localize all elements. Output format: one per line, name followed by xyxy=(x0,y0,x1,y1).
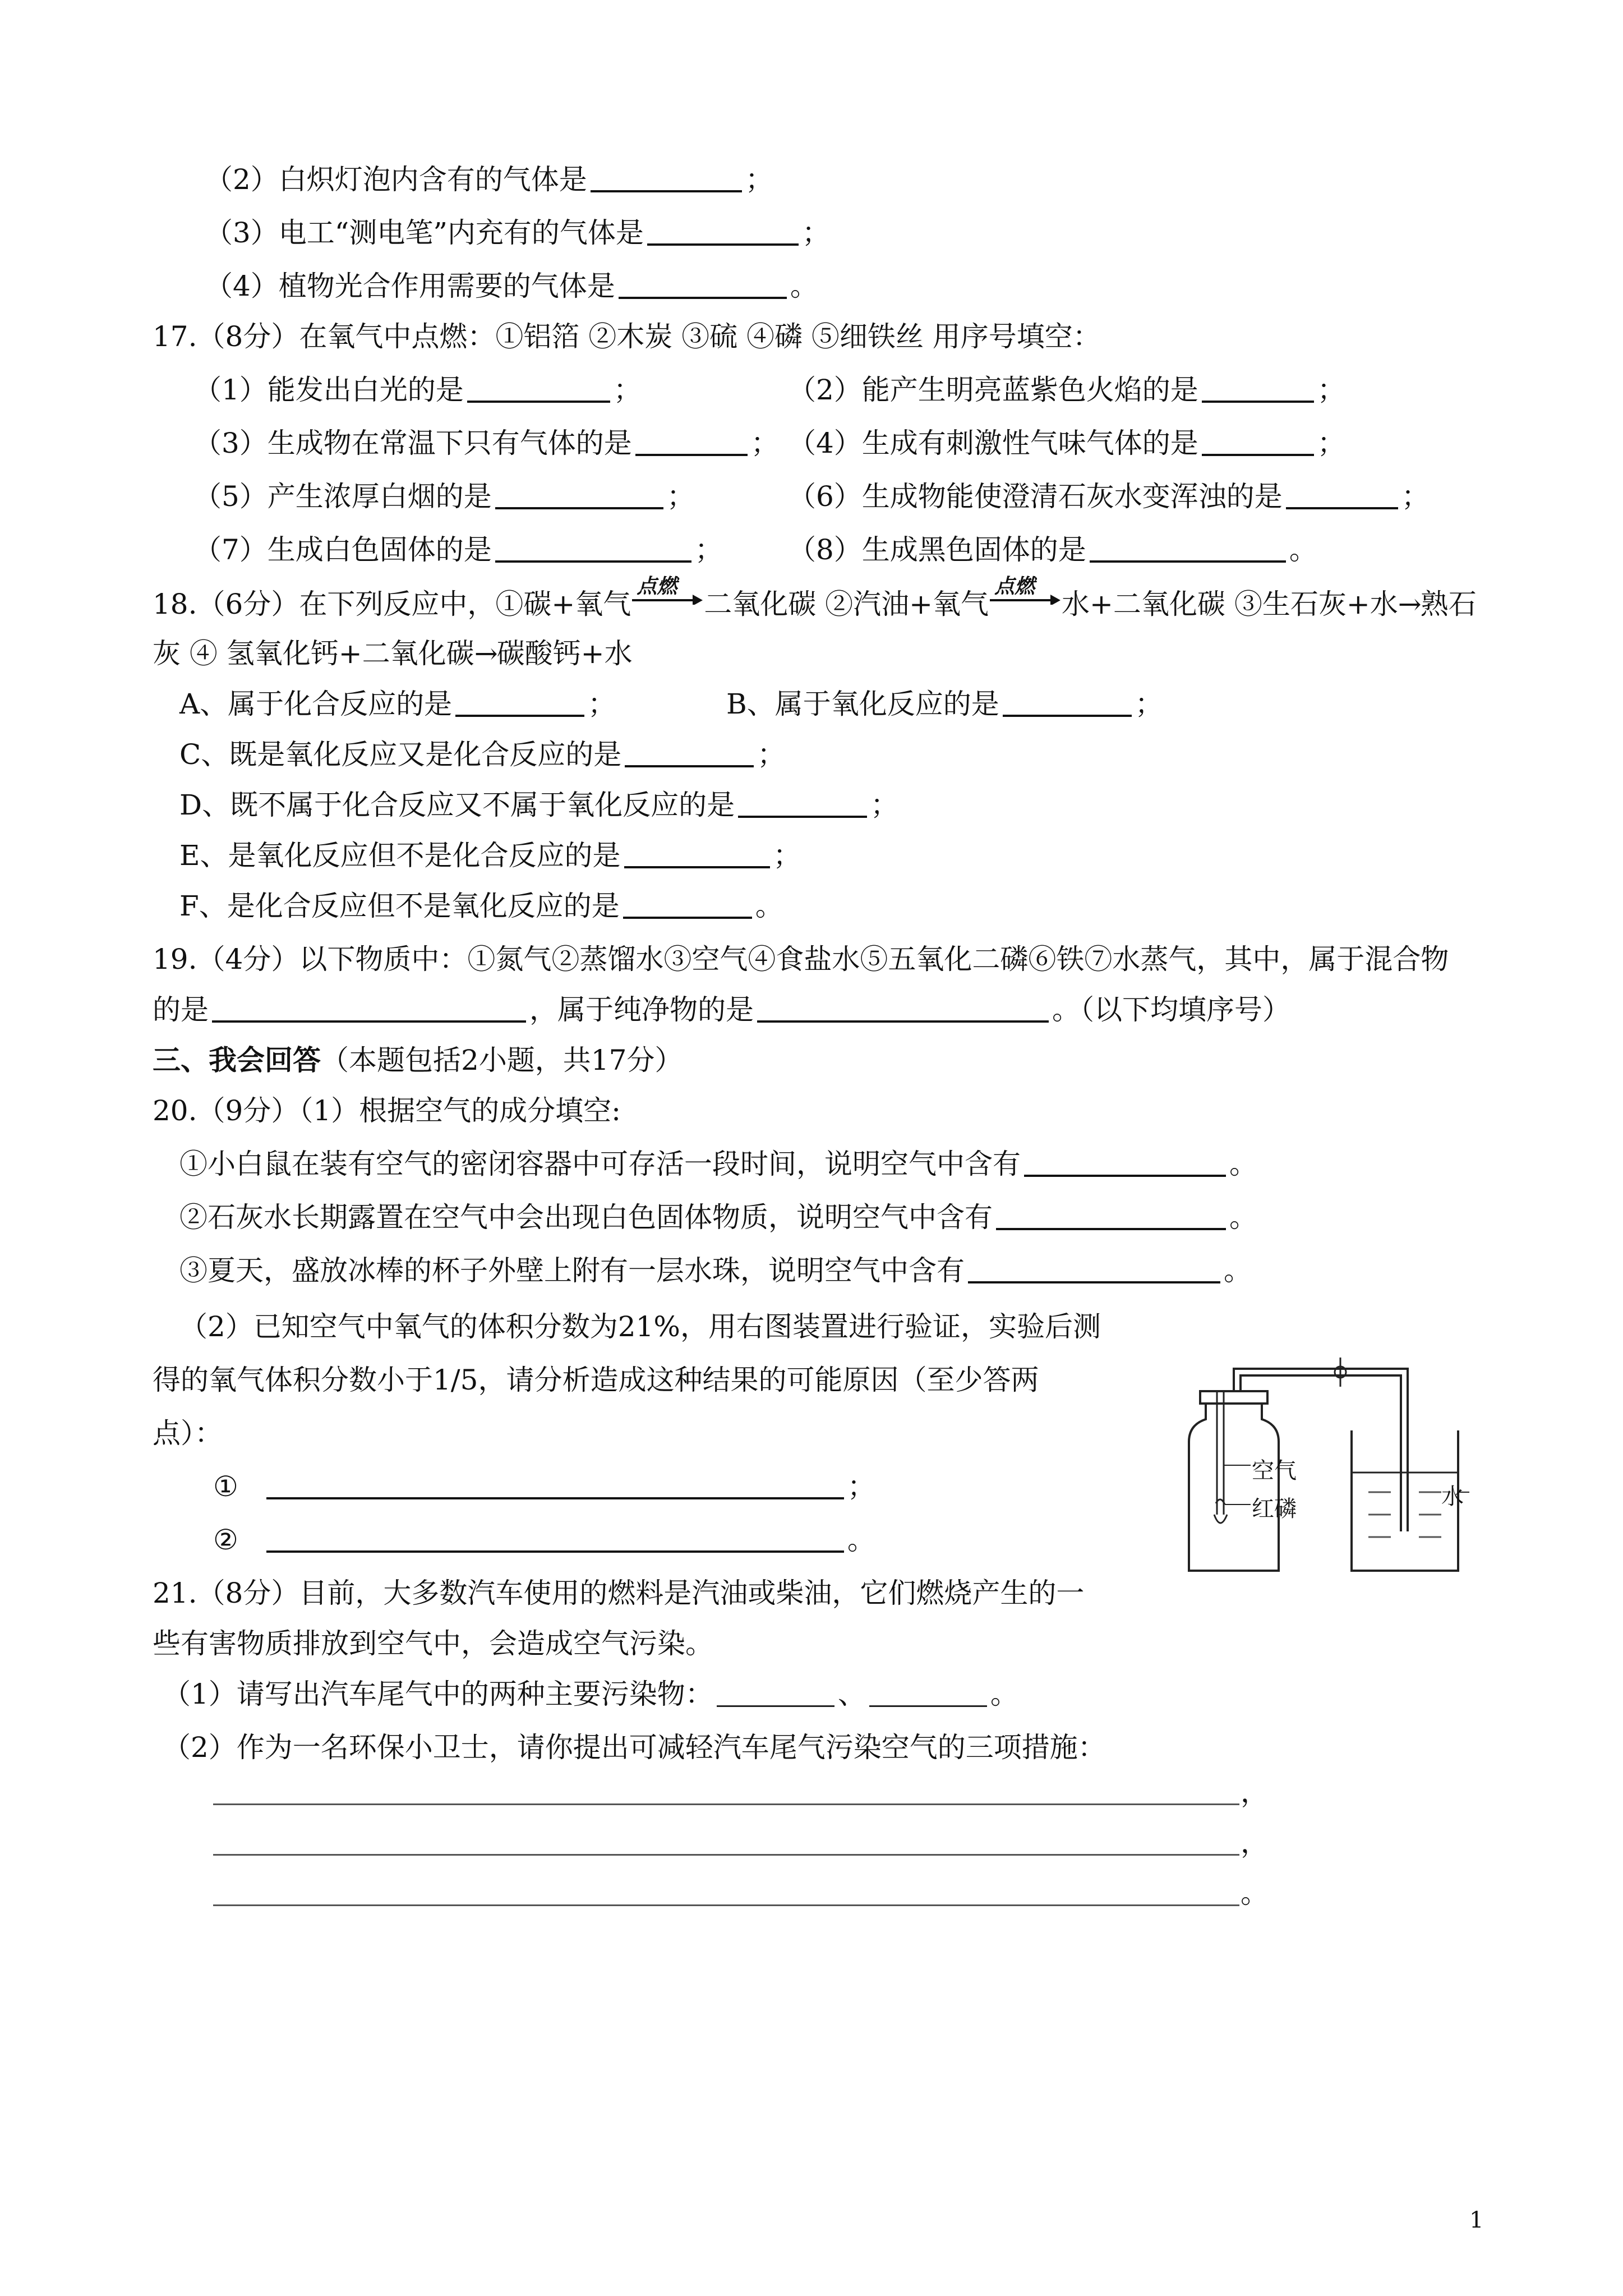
q16-line-4 xyxy=(205,266,818,306)
ignite-label: 点燃 xyxy=(994,574,1035,598)
q18-E xyxy=(179,836,801,875)
q17-blank-7[interactable] xyxy=(495,531,691,563)
punct: 。 xyxy=(755,890,783,922)
q17-stem: 17.（8分）在氧气中点燃：①铝箔 ②木炭 ③硫 ④磷 ⑤细铁丝 用序号填空： xyxy=(153,320,1101,353)
punct: 、 xyxy=(837,1678,866,1710)
punct: ； xyxy=(847,1470,875,1503)
punct: ； xyxy=(613,374,642,406)
q20-s1-text: ①小白鼠在装有空气的密闭容器中可存活一段时间，说明空气中含有 xyxy=(179,1148,1021,1180)
q17-item-7 xyxy=(193,530,723,569)
q18-A xyxy=(179,684,616,724)
q20-p2-line-1: （2）已知空气中氧气的体积分数为21%，用右图装置进行验证，实验后测 xyxy=(179,1310,1101,1343)
q21-l3-text: （1）请写出汽车尾气中的两种主要污染物： xyxy=(163,1678,713,1710)
punct: ； xyxy=(750,427,779,459)
punct: 。 xyxy=(1229,1148,1257,1180)
q17-item-8 xyxy=(788,530,1317,569)
q18-stem-b: 二氧化碳 ②汽油+氧气 xyxy=(704,588,989,620)
ignite-arrow-2 xyxy=(989,574,1062,617)
label-water: 水 xyxy=(1441,1484,1464,1510)
q16-text-2: （2）白炽灯泡内含有的气体是 xyxy=(205,163,587,196)
punct: ； xyxy=(1317,374,1345,406)
q18-B-text: B、属于氧化反应的是 xyxy=(726,688,999,720)
q17-text-3: （3）生成物在常温下只有气体的是 xyxy=(193,427,632,459)
q18-D xyxy=(179,785,898,825)
q17-item-5 xyxy=(193,477,695,516)
q21-blank-pollutant-2[interactable] xyxy=(869,1676,987,1707)
q18-blank-D[interactable] xyxy=(738,786,867,818)
punct: ； xyxy=(1317,427,1345,459)
q16-text-4: （4）植物光合作用需要的气体是 xyxy=(205,270,615,302)
q20-s2-text: ②石灰水长期露置在空气中会出现白色固体物质，说明空气中含有 xyxy=(179,1201,993,1234)
punct: 。 xyxy=(790,270,818,302)
q17-text-4: （4）生成有刺激性气味气体的是 xyxy=(788,427,1198,459)
q18-stem-d: 熟石 xyxy=(1420,588,1477,620)
q18-line2-b: 碳酸钙+水 xyxy=(496,637,633,670)
q20-r1-marker: ① xyxy=(213,1470,238,1503)
q18-stem-a: 18.（6分）在下列反应中，①碳+氧气 xyxy=(153,588,631,620)
q21-blank-pollutant-1[interactable] xyxy=(717,1676,834,1707)
q18-stem-line-2 xyxy=(153,634,633,673)
q18-F xyxy=(179,886,783,926)
q19-line-1: 19.（4分）以下物质中：①氮气②蒸馏水③空气④食盐水⑤五氧化二磷⑥铁⑦水蒸气，其中，属于混合物 xyxy=(153,943,1449,976)
q17-blank-4[interactable] xyxy=(1202,425,1314,456)
q17-blank-6[interactable] xyxy=(1286,478,1398,509)
q20-blank-2[interactable] xyxy=(996,1199,1226,1230)
label-red-phosphorus: 红磷 xyxy=(1252,1496,1297,1522)
q18-A-text: A、属于化合反应的是 xyxy=(179,688,453,720)
punct: 。 xyxy=(847,1524,875,1556)
q17-blank-8[interactable] xyxy=(1090,531,1286,563)
q18-C xyxy=(179,735,785,774)
q16-line-3 xyxy=(205,213,830,252)
q20-r2-marker: ② xyxy=(213,1524,238,1556)
q18-D-text: D、既不属于化合反应又不属于氧化反应的是 xyxy=(179,789,735,821)
q17-blank-1[interactable] xyxy=(467,371,610,403)
q20-blank-reason-1[interactable] xyxy=(266,1468,844,1499)
arrow-icon: → xyxy=(1398,588,1422,620)
section-3-title: 三、我会回答 xyxy=(153,1043,321,1076)
q17-blank-2[interactable] xyxy=(1202,371,1314,403)
punct: ； xyxy=(801,217,830,249)
q20-s3 xyxy=(179,1251,1252,1290)
punct: ； xyxy=(666,480,695,513)
q18-line2-a: 灰 ④ 氢氧化钙+二氧化碳 xyxy=(153,637,474,670)
punct: ； xyxy=(1135,688,1163,720)
q18-C-text: C、既是氧化反应又是化合反应的是 xyxy=(179,738,622,771)
q18-F-text: F、是化合反应但不是氧化反应的是 xyxy=(179,890,620,922)
q19-blank-pure[interactable] xyxy=(757,991,1049,1023)
q16-blank-2[interactable] xyxy=(591,161,742,192)
q17-text-8: （8）生成黑色固体的是 xyxy=(788,533,1086,566)
q21-line-3 xyxy=(163,1674,1018,1714)
q16-text-3: （3）电工“测电笔”内充有的气体是 xyxy=(205,217,644,249)
q18-blank-C[interactable] xyxy=(625,736,754,767)
q17-item-3 xyxy=(193,424,779,463)
q18-blank-A[interactable] xyxy=(455,685,584,717)
q19-text-c: 。（以下均填序号） xyxy=(1052,993,1290,1026)
q20-blank-reason-2[interactable] xyxy=(266,1521,844,1553)
q17-text-1: （1）能发出白光的是 xyxy=(193,374,464,406)
ignite-arrow-1 xyxy=(631,574,704,617)
ignite-label: 点燃 xyxy=(637,574,677,598)
q17-text-7: （7）生成白色固体的是 xyxy=(193,533,492,566)
q17-item-4 xyxy=(788,424,1345,463)
q17-blank-3[interactable] xyxy=(635,425,748,456)
punct: ； xyxy=(773,839,801,872)
q21-line-2: 些有害物质排放到空气中，会造成空气污染。 xyxy=(153,1627,713,1660)
q18-stem-line-1 xyxy=(153,574,1477,624)
q18-blank-E[interactable] xyxy=(624,837,770,868)
page-number: 1 xyxy=(1469,2207,1484,2233)
section-3-heading xyxy=(153,1041,683,1080)
q17-text-5: （5）产生浓厚白烟的是 xyxy=(193,480,492,513)
q20-s3-text: ③夏天，盛放冰棒的杯子外壁上附有一层水珠，说明空气中含有 xyxy=(179,1254,965,1287)
q20-s1 xyxy=(179,1144,1257,1184)
punct: ； xyxy=(870,789,899,821)
q19-text-b: ，属于纯净物的是 xyxy=(529,993,754,1026)
q20-p2-line-2: 得的氧气体积分数小于1/5，请分析造成这种结果的可能原因（至少答两 xyxy=(153,1364,1039,1396)
q16-blank-3[interactable] xyxy=(647,214,799,246)
punct: ； xyxy=(745,163,773,196)
punct: 。 xyxy=(1241,1877,1269,1910)
punct: ， xyxy=(1241,1826,1269,1859)
q19-blank-mixture[interactable] xyxy=(212,991,526,1023)
arrow-icon xyxy=(631,588,704,605)
punct: ； xyxy=(757,738,786,771)
q18-B xyxy=(726,684,1163,724)
q21-answer-line-2[interactable] xyxy=(213,1854,1239,1856)
q16-line-2 xyxy=(205,160,773,199)
punct: 。 xyxy=(1289,533,1317,566)
q20-reason-1 xyxy=(213,1467,875,1506)
punct: ； xyxy=(694,533,723,566)
q21-answer-line-3[interactable] xyxy=(213,1904,1239,1906)
punct: 。 xyxy=(990,1678,1018,1710)
q18-stem-c: 水+二氧化碳 ③生石灰+水 xyxy=(1062,588,1398,620)
q20-blank-3[interactable] xyxy=(968,1252,1220,1283)
q20-blank-1[interactable] xyxy=(1024,1145,1226,1177)
q17-item-1 xyxy=(193,370,642,409)
arrow-icon xyxy=(989,588,1062,605)
q16-blank-4[interactable] xyxy=(619,268,787,299)
section-3-note: （本题包括2小题，共17分） xyxy=(321,1044,683,1076)
q17-blank-5[interactable] xyxy=(495,478,663,509)
apparatus-diagram xyxy=(1155,1346,1469,1582)
punct: 。 xyxy=(1224,1254,1252,1287)
punct: ； xyxy=(1401,480,1430,513)
q17-item-6 xyxy=(788,477,1430,516)
q18-blank-F[interactable] xyxy=(623,887,752,919)
q17-item-2 xyxy=(788,370,1345,409)
q20-p2-line-3: 点）： xyxy=(153,1417,223,1450)
q19-text-a: 的是 xyxy=(153,993,209,1026)
q21-line-1: 21.（8分）目前，大多数汽车使用的燃料是汽油或柴油，它们燃烧产生的一 xyxy=(153,1577,1085,1609)
punct: ； xyxy=(588,688,616,720)
q18-blank-B[interactable] xyxy=(1003,685,1132,717)
punct: ， xyxy=(1241,1776,1269,1809)
q19-line-2 xyxy=(153,990,1290,1029)
q20-s2 xyxy=(179,1198,1257,1237)
label-air: 空气 xyxy=(1252,1458,1297,1484)
apparatus-drawing xyxy=(1155,1346,1469,1582)
q18-E-text: E、是氧化反应但不是化合反应的是 xyxy=(179,839,621,872)
q20-stem: 20.（9分）（1）根据空气的成分填空: xyxy=(153,1094,621,1127)
punct: 。 xyxy=(1229,1201,1257,1234)
q21-answer-line-1[interactable] xyxy=(213,1803,1239,1805)
q21-line-4: （2）作为一名环保小卫士，请你提出可减轻汽车尾气污染空气的三项措施： xyxy=(163,1731,1106,1764)
q20-reason-2 xyxy=(213,1520,875,1559)
q17-text-6: （6）生成物能使澄清石灰水变浑浊的是 xyxy=(788,480,1283,513)
arrow-icon: → xyxy=(474,637,498,670)
q17-text-2: （2）能产生明亮蓝紫色火焰的是 xyxy=(788,374,1198,406)
